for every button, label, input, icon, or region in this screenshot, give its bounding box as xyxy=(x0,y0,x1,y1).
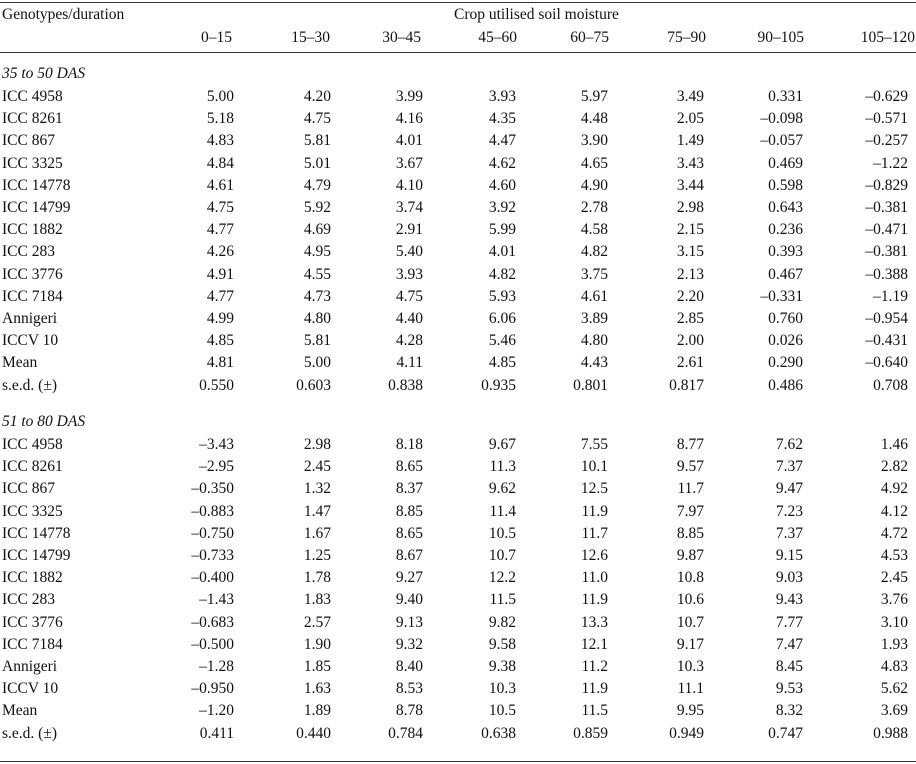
table-row xyxy=(0,241,916,263)
row-label: ICC 3776 xyxy=(2,265,63,283)
table-cell: 0.393 xyxy=(768,243,803,261)
table-cell: 10.7 xyxy=(676,613,704,631)
table-cell: 5.18 xyxy=(206,110,234,128)
table-cell: 3.43 xyxy=(676,154,704,172)
table-row xyxy=(0,545,916,567)
table-cell: 4.69 xyxy=(303,221,331,239)
table-cell: 0.236 xyxy=(768,221,803,239)
table-cell: 7.37 xyxy=(775,458,803,476)
table-cell: 0.467 xyxy=(768,265,803,283)
table-cell: –0.640 xyxy=(865,354,908,372)
table-cell: 11.3 xyxy=(489,458,516,476)
table-cell: 4.62 xyxy=(488,154,516,172)
table-cell: –1.28 xyxy=(199,658,234,675)
table-cell: 4.99 xyxy=(206,310,234,327)
table-cell: 4.10 xyxy=(395,176,423,194)
table-cell: –0.750 xyxy=(191,524,234,542)
row-label: ICC 7184 xyxy=(2,635,63,653)
table-cell: 7.97 xyxy=(676,502,704,520)
row-label: ICC 4958 xyxy=(2,436,63,453)
table-cell: –0.829 xyxy=(865,176,908,194)
table-cell: 0.603 xyxy=(296,376,331,394)
table-row xyxy=(0,656,916,678)
table-row xyxy=(0,723,916,745)
row-label: ICCV 10 xyxy=(2,332,59,350)
column-header: 30–45 xyxy=(382,29,421,46)
table-cell: 9.47 xyxy=(775,480,803,498)
table-cell: 2.00 xyxy=(676,332,704,350)
table-cell: 5.92 xyxy=(303,199,331,216)
table-row xyxy=(0,612,916,634)
table-cell: 4.82 xyxy=(488,265,516,283)
table-cell: 3.10 xyxy=(880,613,908,631)
row-label: ICCV 10 xyxy=(2,680,59,698)
table-cell: 8.77 xyxy=(676,436,704,453)
table-cell: 8.78 xyxy=(395,702,423,720)
table-cell: 11.9 xyxy=(581,502,608,520)
table-cell: 0.598 xyxy=(768,176,803,194)
table-cell: –0.629 xyxy=(865,88,908,105)
table-cell: 1.90 xyxy=(303,635,331,653)
table-cell: 0.760 xyxy=(768,310,803,327)
row-label: ICC 3325 xyxy=(2,154,63,172)
table-cell: 4.85 xyxy=(206,332,234,350)
table-cell: 7.77 xyxy=(775,613,803,631)
table-cell: –0.381 xyxy=(865,243,908,261)
table-cell: 0.708 xyxy=(873,376,908,394)
table-cell: 4.28 xyxy=(395,332,423,350)
table-cell: 1.63 xyxy=(303,680,331,698)
table-cell: 3.89 xyxy=(580,310,608,327)
table-cell: 4.90 xyxy=(580,176,608,194)
row-label: ICC 283 xyxy=(2,591,55,609)
table-cell: 8.85 xyxy=(676,524,704,542)
table-cell: 0.411 xyxy=(199,724,234,742)
table-cell: 0.469 xyxy=(768,154,803,172)
table-cell: 3.93 xyxy=(395,265,423,283)
column-header: 0–15 xyxy=(201,29,232,46)
table-cell: –0.571 xyxy=(865,110,908,128)
table-cell: 9.32 xyxy=(395,635,423,653)
table-cell: 8.18 xyxy=(395,436,423,453)
table-cell: 0.290 xyxy=(768,354,803,372)
table-cell: 1.25 xyxy=(303,547,331,564)
table-cell: 3.49 xyxy=(676,88,704,105)
row-label: Mean xyxy=(2,702,38,720)
spanner-header: Crop utilised soil moisture xyxy=(454,6,619,23)
table-cell: 11.2 xyxy=(581,658,608,675)
table-cell: –1.22 xyxy=(873,154,908,172)
row-label: Annigeri xyxy=(2,658,58,675)
table-row xyxy=(0,197,916,219)
table-row xyxy=(0,175,916,197)
table-cell: 9.17 xyxy=(676,635,704,653)
section-title: 35 to 50 DAS xyxy=(2,65,86,82)
table-cell: 9.95 xyxy=(676,702,704,720)
column-header: 90–105 xyxy=(757,29,804,46)
table-row xyxy=(0,456,916,478)
table-row xyxy=(0,330,916,352)
table-cell: 5.00 xyxy=(206,88,234,105)
table-cell: 2.45 xyxy=(880,569,908,587)
table-cell: 4.91 xyxy=(206,265,234,283)
row-label: ICC 14778 xyxy=(2,176,71,194)
table-cell: 8.85 xyxy=(395,502,423,520)
table-cell: –0.950 xyxy=(191,680,234,698)
table-row xyxy=(0,130,916,152)
table-cell: –0.954 xyxy=(865,310,908,327)
row-label: ICC 14799 xyxy=(2,547,71,564)
table-row xyxy=(0,567,916,589)
table-cell: –0.431 xyxy=(865,332,908,350)
table-cell: 4.12 xyxy=(880,502,908,520)
table-cell: 3.44 xyxy=(676,176,704,194)
table-cell: –0.388 xyxy=(865,265,908,283)
table-cell: 0.935 xyxy=(481,376,516,394)
table-cell: 9.58 xyxy=(488,635,516,653)
table-row xyxy=(0,286,916,308)
table-cell: 4.79 xyxy=(303,176,331,194)
row-label: ICC 3325 xyxy=(2,502,63,520)
table-cell: –0.500 xyxy=(191,635,234,653)
table-cell: 7.55 xyxy=(580,436,608,453)
table-cell: 4.83 xyxy=(206,132,234,150)
table-cell: –1.43 xyxy=(199,591,234,609)
table-cell: 9.38 xyxy=(488,658,516,675)
table-cell: 0.817 xyxy=(669,376,704,394)
table-row xyxy=(0,700,916,722)
table-row xyxy=(0,153,916,175)
table-cell: 11.4 xyxy=(489,502,516,520)
table-row xyxy=(0,634,916,656)
table-cell: 3.99 xyxy=(395,88,423,105)
table-row xyxy=(0,678,916,700)
row-label: ICC 8261 xyxy=(2,458,63,476)
table-cell: 9.43 xyxy=(775,591,803,609)
table-row xyxy=(0,434,916,456)
table-cell: 0.486 xyxy=(768,376,803,394)
table-cell: 1.85 xyxy=(303,658,331,675)
table-cell: 3.76 xyxy=(880,591,908,609)
table-cell: 9.15 xyxy=(775,547,803,564)
column-header: 75–90 xyxy=(667,29,706,46)
table-cell: –0.683 xyxy=(191,613,234,631)
row-label: ICC 1882 xyxy=(2,569,63,587)
table-cell: 1.89 xyxy=(303,702,331,720)
table-cell: 4.75 xyxy=(206,199,234,216)
table-row xyxy=(0,589,916,611)
row-label: ICC 14778 xyxy=(2,524,71,542)
table-cell: 4.95 xyxy=(303,243,331,261)
table-cell: 11.7 xyxy=(677,480,704,498)
table-cell: 9.57 xyxy=(676,458,704,476)
table-cell: 1.78 xyxy=(303,569,331,587)
table-cell: 4.80 xyxy=(303,310,331,327)
table-cell: 6.06 xyxy=(488,310,516,327)
table-cell: 8.65 xyxy=(395,524,423,542)
table-cell: 4.43 xyxy=(580,354,608,372)
table-cell: 11.5 xyxy=(489,591,516,609)
table-cell: 4.55 xyxy=(303,265,331,283)
table-row xyxy=(0,501,916,523)
table-cell: 3.69 xyxy=(880,702,908,720)
table-cell: 10.1 xyxy=(580,458,608,476)
table-cell: 0.550 xyxy=(199,376,234,394)
row-label: ICC 4958 xyxy=(2,88,63,105)
row-label: Annigeri xyxy=(2,310,58,327)
row-label: ICC 867 xyxy=(2,132,55,150)
row-label: ICC 8261 xyxy=(2,110,63,128)
table-cell: 2.98 xyxy=(676,199,704,216)
table-row xyxy=(0,523,916,545)
table-cell: 4.81 xyxy=(206,354,234,372)
table-cell: 11.7 xyxy=(581,524,608,542)
table-cell: 2.61 xyxy=(676,354,704,372)
table-cell: 3.74 xyxy=(395,199,423,216)
table-row xyxy=(0,308,916,330)
table-cell: 1.47 xyxy=(303,502,331,520)
table-cell: 5.62 xyxy=(880,680,908,698)
table-cell: 4.61 xyxy=(580,287,608,305)
table-cell: 4.65 xyxy=(580,154,608,172)
table-cell: 9.62 xyxy=(488,480,516,498)
table-cell: 2.91 xyxy=(395,221,423,239)
table-cell: 8.67 xyxy=(395,547,423,564)
table-cell: 4.77 xyxy=(206,221,234,239)
table-cell: 5.01 xyxy=(303,154,331,172)
table-cell: 8.37 xyxy=(395,480,423,498)
table-cell: 0.784 xyxy=(388,724,423,742)
section-title: 51 to 80 DAS xyxy=(2,413,86,430)
table-cell: 10.8 xyxy=(676,569,704,587)
table-cell: –0.381 xyxy=(865,199,908,216)
table-cell: 5.93 xyxy=(488,287,516,305)
table-cell: 5.81 xyxy=(303,332,331,350)
table-cell: 0.638 xyxy=(481,724,516,742)
table-cell: 4.73 xyxy=(303,287,331,305)
table-cell: 13.3 xyxy=(580,613,608,631)
table-cell: 11.0 xyxy=(581,569,608,587)
table-cell: 9.67 xyxy=(488,436,516,453)
table-cell: –0.350 xyxy=(191,480,234,498)
table-row xyxy=(0,478,916,500)
table-cell: 7.62 xyxy=(775,436,803,453)
table-cell: 4.16 xyxy=(395,110,423,128)
table-cell: 4.11 xyxy=(396,354,423,372)
table-cell: 10.3 xyxy=(676,658,704,675)
table-cell: 8.32 xyxy=(775,702,803,720)
table-cell: –0.471 xyxy=(865,221,908,239)
table-cell: 9.40 xyxy=(395,591,423,609)
bottom-rule xyxy=(0,761,916,762)
column-header: 60–75 xyxy=(570,29,609,46)
table-cell: 10.5 xyxy=(488,524,516,542)
table-cell: 1.67 xyxy=(303,524,331,542)
table-cell: 0.747 xyxy=(768,724,803,742)
table-cell: 11.5 xyxy=(581,702,608,720)
table-cell: 1.83 xyxy=(303,591,331,609)
table-cell: 2.45 xyxy=(303,458,331,476)
row-label: ICC 7184 xyxy=(2,287,63,305)
column-header: 45–60 xyxy=(478,29,517,46)
header-rule xyxy=(0,52,916,53)
table-cell: 5.81 xyxy=(303,132,331,150)
row-label: s.e.d. (±) xyxy=(2,376,57,394)
table-cell: 3.92 xyxy=(488,199,516,216)
table-cell: 4.75 xyxy=(303,110,331,128)
table-cell: 0.440 xyxy=(296,724,331,742)
stub-header: Genotypes/duration xyxy=(2,6,125,23)
table-cell: 7.47 xyxy=(775,635,803,653)
table-cell: 1.93 xyxy=(880,635,908,653)
table-row xyxy=(0,375,916,397)
table-cell: 10.3 xyxy=(488,680,516,698)
table-cell: 0.838 xyxy=(388,376,423,394)
table-cell: 3.75 xyxy=(580,265,608,283)
table-cell: 2.98 xyxy=(303,436,331,453)
table-cell: –1.19 xyxy=(873,287,908,305)
table-cell: 9.03 xyxy=(775,569,803,587)
column-header: 105–120 xyxy=(860,29,915,46)
table-cell: 7.23 xyxy=(775,502,803,520)
table-cell: 2.78 xyxy=(580,199,608,216)
table-cell: 5.46 xyxy=(488,332,516,350)
table-cell: –1.20 xyxy=(199,702,234,720)
table-cell: 11.9 xyxy=(581,591,608,609)
table-cell: 5.00 xyxy=(303,354,331,372)
table-cell: 4.53 xyxy=(880,547,908,564)
table-cell: 12.6 xyxy=(580,547,608,564)
row-label: ICC 283 xyxy=(2,243,55,261)
table-cell: 12.1 xyxy=(580,635,608,653)
table-cell: 8.53 xyxy=(395,680,423,698)
table-cell: 2.15 xyxy=(676,221,704,239)
table-cell: 2.82 xyxy=(880,458,908,476)
table-cell: 2.20 xyxy=(676,287,704,305)
row-label: s.e.d. (±) xyxy=(2,724,57,742)
table-cell: 9.13 xyxy=(395,613,423,631)
table-row xyxy=(0,108,916,130)
table-cell: 4.72 xyxy=(880,524,908,542)
table-cell: 8.65 xyxy=(395,458,423,476)
table-cell: 4.48 xyxy=(580,110,608,128)
table-cell: 12.2 xyxy=(488,569,516,587)
table-cell: 4.26 xyxy=(206,243,234,261)
table-cell: 4.77 xyxy=(206,287,234,305)
top-rule xyxy=(0,2,916,3)
table-cell: 9.27 xyxy=(395,569,423,587)
table-cell: 11.1 xyxy=(677,680,704,698)
table-row xyxy=(0,86,916,108)
table-cell: 4.01 xyxy=(488,243,516,261)
table-cell: 2.05 xyxy=(676,110,704,128)
table-cell: –0.883 xyxy=(191,502,234,520)
table-cell: 1.49 xyxy=(676,132,704,150)
table-cell: 4.58 xyxy=(580,221,608,239)
table-cell: 4.84 xyxy=(206,154,234,172)
row-label: ICC 14799 xyxy=(2,199,71,216)
table-cell: 3.15 xyxy=(676,243,704,261)
table-cell: 1.46 xyxy=(880,436,908,453)
table-cell: 11.9 xyxy=(581,680,608,698)
row-label: Mean xyxy=(2,354,38,372)
table-cell: 12.5 xyxy=(580,480,608,498)
table-cell: 0.331 xyxy=(768,88,803,105)
table-cell: 0.949 xyxy=(669,724,704,742)
table-cell: 0.988 xyxy=(873,724,908,742)
row-label: ICC 3776 xyxy=(2,613,63,631)
table-cell: –0.257 xyxy=(865,132,908,150)
table-cell: 3.93 xyxy=(488,88,516,105)
table-cell: 0.026 xyxy=(768,332,803,350)
table-cell: 9.82 xyxy=(488,613,516,631)
table-cell: 3.67 xyxy=(395,154,423,172)
table-cell: 8.45 xyxy=(775,658,803,675)
table-cell: 4.40 xyxy=(395,310,423,327)
table-cell: –0.098 xyxy=(760,110,803,128)
table-cell: 4.85 xyxy=(488,354,516,372)
table-cell: 5.99 xyxy=(488,221,516,239)
table-cell: 5.40 xyxy=(395,243,423,261)
table-cell: –0.057 xyxy=(760,132,803,150)
table-cell: –3.43 xyxy=(199,436,234,453)
table-cell: 4.35 xyxy=(488,110,516,128)
row-label: ICC 1882 xyxy=(2,221,63,239)
table-cell: –2.95 xyxy=(199,458,234,476)
table-cell: 4.20 xyxy=(303,88,331,105)
table-cell: 10.5 xyxy=(488,702,516,720)
table-cell: 2.85 xyxy=(676,310,704,327)
table-cell: 2.57 xyxy=(303,613,331,631)
table-cell: –0.733 xyxy=(191,547,234,564)
table-cell: 4.60 xyxy=(488,176,516,194)
table-cell: 10.6 xyxy=(676,591,704,609)
table-row xyxy=(0,352,916,374)
table-cell: 0.859 xyxy=(573,724,608,742)
table-cell: 2.13 xyxy=(676,265,704,283)
table-cell: 5.97 xyxy=(580,88,608,105)
table-cell: 4.61 xyxy=(206,176,234,194)
table-cell: 0.801 xyxy=(573,376,608,394)
table-cell: 9.53 xyxy=(775,680,803,698)
table-cell: 4.92 xyxy=(880,480,908,498)
column-header: 15–30 xyxy=(291,29,330,46)
table-cell: 4.82 xyxy=(580,243,608,261)
table-row xyxy=(0,264,916,286)
table-cell: 0.643 xyxy=(768,199,803,216)
table-cell: –0.331 xyxy=(760,287,803,305)
table-cell: 4.80 xyxy=(580,332,608,350)
table-cell: 9.87 xyxy=(676,547,704,564)
table-cell: 3.90 xyxy=(580,132,608,150)
table-cell: 4.75 xyxy=(395,287,423,305)
table-cell: 7.37 xyxy=(775,524,803,542)
table-cell: 8.40 xyxy=(395,658,423,675)
table-cell: –0.400 xyxy=(191,569,234,587)
row-label: ICC 867 xyxy=(2,480,55,498)
table-row xyxy=(0,219,916,241)
table-cell: 4.01 xyxy=(395,132,423,150)
table-cell: 4.83 xyxy=(880,658,908,675)
table-cell: 10.7 xyxy=(488,547,516,564)
table-cell: 4.47 xyxy=(488,132,516,150)
table-cell: 1.32 xyxy=(303,480,331,498)
